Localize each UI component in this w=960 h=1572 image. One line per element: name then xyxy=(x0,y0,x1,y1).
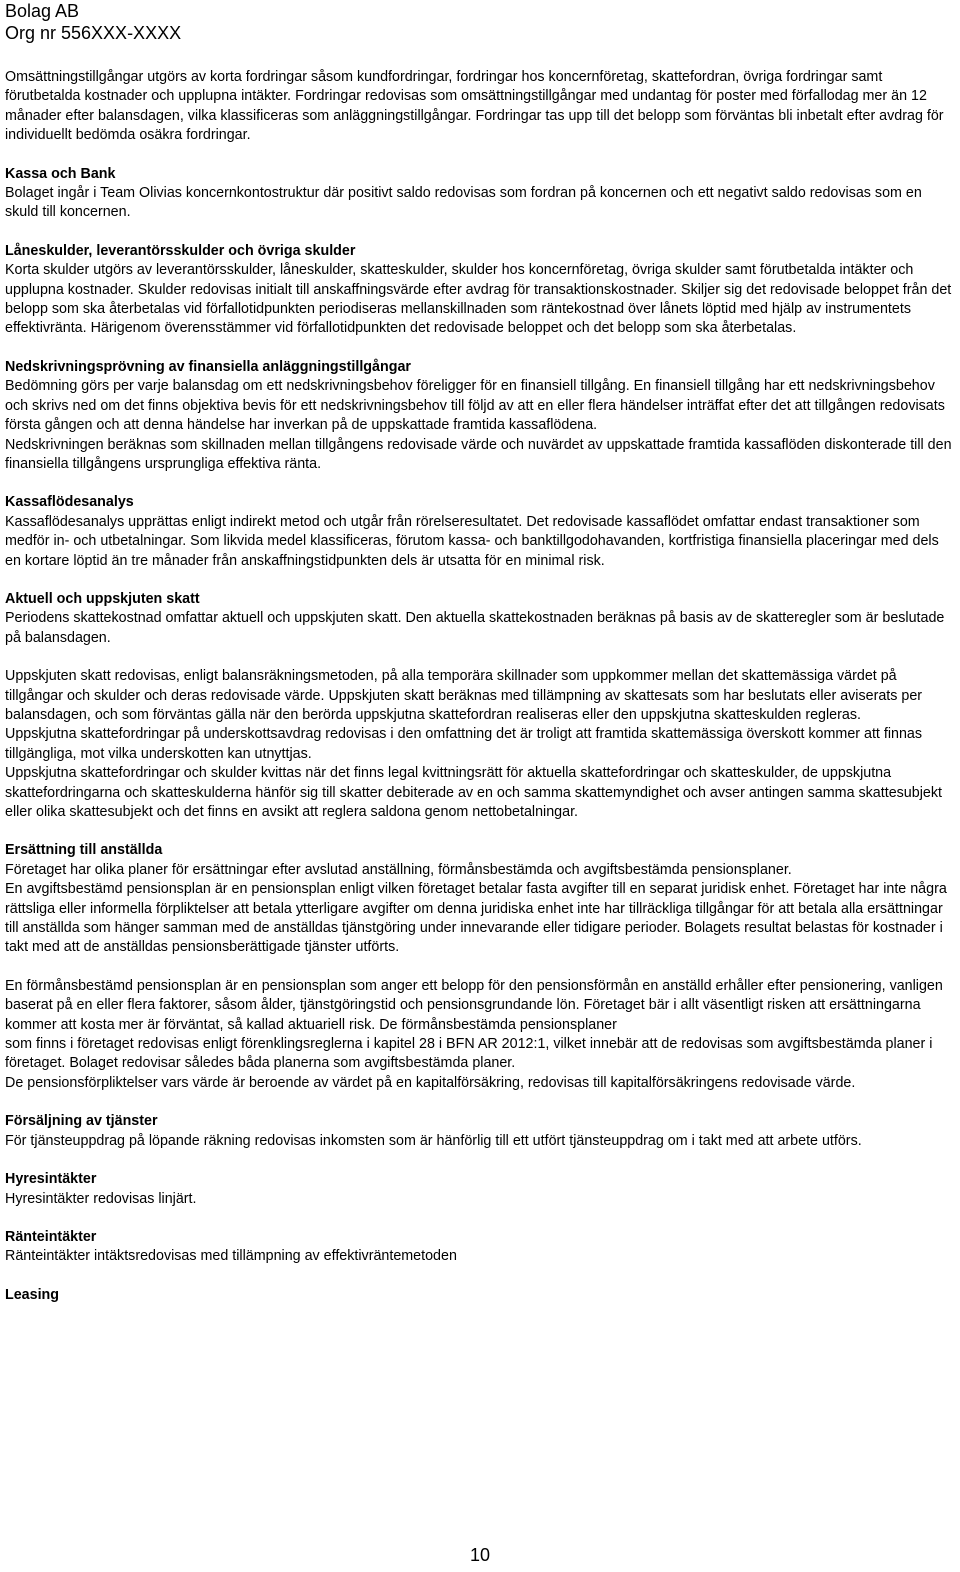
section-nedskrivning xyxy=(5,358,957,474)
section-skatt xyxy=(5,590,957,822)
section-paragraph: Kassaflödesanalys upprättas enligt indirekt metod och utgår från rörelseresultatet. Det redovisade kassaflödet omfattar endast transaktioner som medför in- och utbetalningar. Som likvida medel klassificeras, förutom kassa- och banktillgodohavanden, kortfristiga finansiella placeringar med dels en kortare löptid än tre månader från anskaffningstidpunkten dels är utsatta för en minimal risk. xyxy=(5,513,939,569)
section-paragraph: Uppskjutna skattefordringar och skulder kvittas när det finns legal kvittningsrätt för aktuella skattefordringar och skatteskulder, de uppskjutna skattefordringarna och skatteskulderna hänför sig till skatter debiterade av en och samma skattemyndighet och avser antingen samma skattesubjekt eller olika skattesubjekt och det finns en avsikt att reglera saldona genom nettobetalningar. xyxy=(5,765,942,820)
section-heading: Leasing xyxy=(5,1286,60,1303)
document-body xyxy=(5,68,957,1305)
section-paragraph: som finns i företaget redovisas enligt förenklingsreglerna i kapitel 28 i BFN AR 2012:1, vilket innebär att de redovisas som avgiftsbestämda planer i företaget. Bolaget redovisar således båda planerna som avgiftsbestämda planer. xyxy=(5,1036,933,1072)
section-heading: Nedskrivningsprövning av finansiella anläggningstillgångar xyxy=(5,358,411,375)
page-number: 10 xyxy=(469,1545,491,1565)
section-paragraph: Korta skulder utgörs av leverantörsskulder, låneskulder, skatteskulder, skulder hos koncernföretag, övriga skulder samt förutbetalda intäkter och upplupna kostnader. Skulder redovisas initialt till anskaffningsvärde efter avdrag för transaktionskostnader. Skiljer sig det redovisade beloppet från det belopp som ska återbetalas vid förfallotidpunkten periodiseras mellanskillnaden som räntekostnad över lånets löptid med hjälp av instrumentets effektivränta. Härigenom överensstämmer vid förfallotidpunkten det redovisade beloppet och det belopp som ska återbetalas. xyxy=(5,262,952,337)
section-paragraph: En avgiftsbestämd pensionsplan är en pensionsplan enligt vilken företaget betalar fasta avgifter till en separat juridisk enhet. Företaget har inte några rättsliga eller informella förpliktelser att betala ytterligare avgifter om denna juridiska enhet inte har tillräckliga tillgångar för att betala alla ersättningar till anställda som hänger samman med de anställdas tjänstgöring under innevarande eller tidigare perioder. Bolagets resultat belastas för kostnader i takt med att de anställdas pensionsberättigade tjänster utförts. xyxy=(5,881,947,956)
section-paragraph: Ränteintäkter intäktsredovisas med tillämpning av effektivräntemetoden xyxy=(5,1248,457,1265)
section-paragraph: Företaget har olika planer för ersättningar efter avslutad anställning, förmånsbestämda och avgiftsbestämda pensionsplaner. xyxy=(5,861,792,878)
section-heading: Ränteintäkter xyxy=(5,1228,97,1245)
page-header xyxy=(5,0,181,44)
section-paragraph: Uppskjutna skattefordringar på underskottsavdrag redovisas i den omfattning det är troligt att framtida skattemässiga överskott kommer att finnas tillgängliga, mot vilka underskotten kan utnyttjas. xyxy=(5,726,923,762)
section-heading: Kassa och Bank xyxy=(5,165,116,182)
section-leasing xyxy=(5,1286,957,1305)
section-kassa xyxy=(5,165,957,223)
section-paragraph: Periodens skattekostnad omfattar aktuell och uppskjuten skatt. Den aktuella skattekostnaden beräknas på basis av de skatteregler som är beslutade på balansdagen. xyxy=(5,610,945,646)
company-name: Bolag AB xyxy=(5,1,80,21)
section-kassaflodesanalys xyxy=(5,493,957,571)
intro-paragraph: Omsättningstillgångar utgörs av korta fordringar såsom kundfordringar, fordringar hos koncernföretag, skattefordran, övriga fordringar samt förutbetalda kostnader och upplupna intäkter. Fordringar redovisas som omsättningstillgångar med undantag för poster med förfallodag mer än 12 månader efter balansdagen, vilka klassificeras som anläggningstillgångar. Fordringar tas upp till det belopp som förväntas bli inbetalt efter avdrag för individuellt bedömda osäkra fordringar. xyxy=(5,69,944,144)
section-heading: Försäljning av tjänster xyxy=(5,1113,158,1130)
paragraph-gap xyxy=(5,958,957,977)
section-paragraph: Bedömning görs per varje balansdag om ett nedskrivningsbehov föreligger för en finansiell tillgång. En finansiell tillgång har ett nedskrivningsbehov och skrivs ned om det finns objektiva bevis för ett nedskrivningsbehov till följd av att en eller flera händelser inträffat efter det att tillgången redovisats första gången och att denna händelse har inverkan på de uppskattade framtida kassaflödena. xyxy=(5,378,945,434)
section-hyresintakter xyxy=(5,1170,957,1209)
section-heading: Kassaflödesanalys xyxy=(5,494,134,511)
section-heading: Låneskulder, leverantörsskulder och övriga skulder xyxy=(5,242,356,259)
section-paragraph: Hyresintäkter redovisas linjärt. xyxy=(5,1190,197,1207)
section-paragraph: Bolaget ingår i Team Olivias koncernkontostruktur där positivt saldo redovisas som fordran på koncernen och ett negativt saldo redovisas som en skuld till koncernen. xyxy=(5,185,922,221)
paragraph-gap xyxy=(5,648,957,667)
section-heading: Aktuell och uppskjuten skatt xyxy=(5,590,200,607)
section-heading: Hyresintäkter xyxy=(5,1171,97,1188)
section-paragraph: För tjänsteuppdrag på löpande räkning redovisas inkomsten som är hänförlig till ett utfört tjänsteuppdrag om i takt med att arbete utförs. xyxy=(5,1132,862,1149)
section-ersattning xyxy=(5,841,957,1093)
section-forsaljning xyxy=(5,1112,957,1151)
section-paragraph: Uppskjuten skatt redovisas, enligt balansräkningsmetoden, på alla temporära skillnader som uppkommer mellan det skattemässiga värdet på tillgångar och skulder och deras redovisade värde. Uppskjuten skatt beräknas med tillämpning av skattesats som har beslutats eller aviserats per balansdagen, och som förväntas gälla när den berörda uppskjutna skattefordran realiseras eller den uppskjutna skatteskulden regleras. xyxy=(5,668,923,723)
section-paragraph: Nedskrivningen beräknas som skillnaden mellan tillgångens redovisade värde och nuvärdet av uppskattade framtida kassaflöden diskonterade till den finansiella tillgångens ursprungliga effektiva ränta. xyxy=(5,436,952,472)
section-ranteintakter xyxy=(5,1228,957,1267)
section-laneskulder xyxy=(5,242,957,339)
org-number: Org nr 556XXX-XXXX xyxy=(5,23,182,43)
section-paragraph: De pensionsförpliktelser vars värde är beroende av värdet på en kapitalförsäkring, redovisas till kapitalförsäkringens redovisade värde. xyxy=(5,1074,856,1091)
section-heading: Ersättning till anställda xyxy=(5,842,163,859)
section-paragraph: En förmånsbestämd pensionsplan är en pensionsplan som anger ett belopp för den pensionsförmån en anställd erhåller efter pensionering, vanligen baserat på en eller flera faktorer, såsom ålder, tjänstgöringstid och pensionsgrundande lön. Företaget bär i allt väsentligt risken att ersättningarna kommer att kosta mer är förväntat, så kallad aktuariell risk. De förmånsbestämda pensionsplaner xyxy=(5,977,943,1033)
